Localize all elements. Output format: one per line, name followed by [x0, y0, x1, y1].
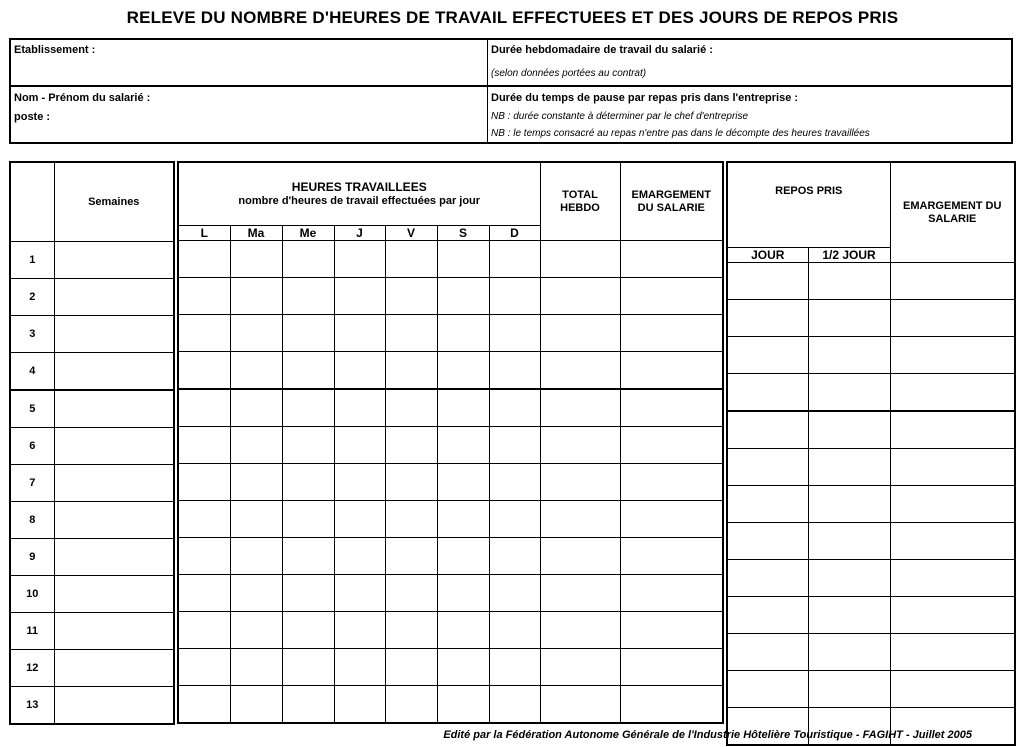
- entry-cell[interactable]: [385, 649, 437, 686]
- entry-cell[interactable]: [334, 501, 385, 538]
- emargement-header: [620, 162, 723, 241]
- entry-cell[interactable]: [540, 427, 620, 464]
- repos-header: REPOS PRIS: [727, 162, 890, 248]
- entry-cell[interactable]: [54, 613, 174, 650]
- entry-cell[interactable]: [437, 464, 489, 501]
- entry-cell[interactable]: [437, 612, 489, 649]
- week-number: 11: [10, 613, 54, 650]
- entry-cell[interactable]: [489, 278, 540, 315]
- entry-cell[interactable]: [282, 575, 334, 612]
- day-header: Ma: [230, 226, 282, 241]
- table-row: [178, 352, 723, 390]
- pause-label: Durée du temps de pause par repas pris dans l'entreprise :: [491, 92, 799, 104]
- table-row: [727, 560, 1015, 597]
- entry-cell[interactable]: [620, 278, 723, 315]
- entry-cell[interactable]: [890, 486, 1015, 523]
- entry-cell[interactable]: [178, 315, 230, 352]
- day-header: Me: [282, 226, 334, 241]
- entry-cell[interactable]: [54, 465, 174, 502]
- week-number: 9: [10, 539, 54, 576]
- etablissement-label: Etablissement :: [14, 44, 96, 56]
- entry-cell[interactable]: [620, 501, 723, 538]
- entry-cell[interactable]: [437, 427, 489, 464]
- week-number: 4: [10, 353, 54, 391]
- entry-cell[interactable]: [54, 353, 174, 391]
- semaines-header: Semaines: [54, 162, 174, 242]
- entry-cell[interactable]: [808, 634, 890, 671]
- entry-cell[interactable]: [489, 538, 540, 575]
- jour-header: JOUR: [727, 248, 808, 263]
- entry-cell[interactable]: [437, 575, 489, 612]
- entry-cell[interactable]: [282, 315, 334, 352]
- entry-cell[interactable]: [230, 501, 282, 538]
- emargement-line-1: EMARGEMENT: [631, 188, 711, 201]
- entry-cell[interactable]: [620, 352, 723, 390]
- entry-cell[interactable]: [54, 279, 174, 316]
- entry-cell[interactable]: [334, 389, 385, 427]
- table-row: [727, 597, 1015, 634]
- heures-title: HEURES TRAVAILLEES: [291, 180, 427, 194]
- entry-cell[interactable]: [385, 389, 437, 427]
- entry-cell[interactable]: [890, 411, 1015, 449]
- entry-cell[interactable]: [282, 427, 334, 464]
- table-row: [10, 687, 174, 725]
- footer-credit: Edité par la Fédération Autonome Générale de l'Industrie Hôtelière Touristique - FAGIHT - Juillet 2005: [443, 729, 972, 741]
- entry-cell[interactable]: [808, 449, 890, 486]
- day-header: D: [489, 226, 540, 241]
- entry-cell[interactable]: [620, 686, 723, 724]
- entry-cell[interactable]: [230, 352, 282, 390]
- entry-cell[interactable]: [437, 686, 489, 724]
- entry-cell[interactable]: [437, 649, 489, 686]
- week-number: 13: [10, 687, 54, 725]
- entry-cell[interactable]: [437, 352, 489, 390]
- entry-cell[interactable]: [489, 612, 540, 649]
- table-row: [178, 315, 723, 352]
- entry-cell[interactable]: [890, 300, 1015, 337]
- table-row: [10, 279, 174, 316]
- poste-label: poste :: [14, 111, 51, 123]
- entry-cell[interactable]: [230, 649, 282, 686]
- entry-cell[interactable]: [178, 241, 230, 278]
- page-title: RELEVE DU NOMBRE D'HEURES DE TRAVAIL EFFECTUEES ET DES JOURS DE REPOS PRIS: [126, 8, 899, 27]
- entry-cell[interactable]: [282, 464, 334, 501]
- entry-cell[interactable]: [334, 241, 385, 278]
- entry-cell[interactable]: [282, 538, 334, 575]
- entry-cell[interactable]: [489, 352, 540, 390]
- entry-cell[interactable]: [178, 649, 230, 686]
- entry-cell[interactable]: [489, 575, 540, 612]
- table-row: [10, 316, 174, 353]
- heures-table: [177, 161, 724, 724]
- entry-cell[interactable]: [334, 464, 385, 501]
- nb-note-1: NB : durée constante à déterminer par le chef d'entreprise: [491, 111, 749, 122]
- entry-cell[interactable]: [808, 263, 890, 300]
- entry-cell[interactable]: [489, 501, 540, 538]
- table-row: [727, 449, 1015, 486]
- entry-cell[interactable]: [54, 576, 174, 613]
- entry-cell[interactable]: [385, 427, 437, 464]
- table-row: [178, 575, 723, 612]
- entry-cell[interactable]: [890, 523, 1015, 560]
- entry-cell[interactable]: [54, 316, 174, 353]
- day-header: V: [385, 226, 437, 241]
- entry-cell[interactable]: [727, 523, 808, 560]
- table-row: [10, 242, 174, 279]
- entry-cell[interactable]: [540, 241, 620, 278]
- table-row: [10, 353, 174, 391]
- entry-cell[interactable]: [385, 501, 437, 538]
- total-line-1: TOTAL: [562, 188, 598, 201]
- entry-cell[interactable]: [727, 597, 808, 634]
- entry-cell[interactable]: [808, 337, 890, 374]
- entry-cell[interactable]: [489, 427, 540, 464]
- entry-cell[interactable]: [540, 389, 620, 427]
- table-row: [10, 390, 174, 428]
- entry-cell[interactable]: [230, 389, 282, 427]
- table-row: [178, 649, 723, 686]
- entry-cell[interactable]: [540, 612, 620, 649]
- entry-cell[interactable]: [282, 501, 334, 538]
- entry-cell[interactable]: [385, 686, 437, 724]
- entry-cell[interactable]: [230, 427, 282, 464]
- entry-cell[interactable]: [385, 241, 437, 278]
- entry-cell[interactable]: [230, 612, 282, 649]
- entry-cell[interactable]: [620, 612, 723, 649]
- entry-cell[interactable]: [620, 427, 723, 464]
- entry-cell[interactable]: [620, 649, 723, 686]
- entry-cell[interactable]: [54, 687, 174, 725]
- week-number: 12: [10, 650, 54, 687]
- entry-cell[interactable]: [230, 241, 282, 278]
- entry-cell[interactable]: [178, 427, 230, 464]
- entry-cell[interactable]: [54, 502, 174, 539]
- entry-cell[interactable]: [334, 427, 385, 464]
- entry-cell[interactable]: [385, 575, 437, 612]
- nb-note-2: NB : le temps consacré au repas n'entre pas dans le décompte des heures travaillées: [491, 128, 870, 139]
- info-box: [9, 38, 1013, 144]
- week-number: 7: [10, 465, 54, 502]
- entry-cell[interactable]: [178, 612, 230, 649]
- entry-cell[interactable]: [282, 612, 334, 649]
- entry-cell[interactable]: [727, 486, 808, 523]
- entry-cell[interactable]: [437, 315, 489, 352]
- entry-cell[interactable]: [540, 278, 620, 315]
- table-row: [10, 502, 174, 539]
- semaines-table: [9, 161, 175, 725]
- table-row: [10, 428, 174, 465]
- entry-cell[interactable]: [890, 449, 1015, 486]
- entry-cell[interactable]: [890, 634, 1015, 671]
- entry-cell[interactable]: [334, 686, 385, 724]
- entry-cell[interactable]: [385, 278, 437, 315]
- week-number: 6: [10, 428, 54, 465]
- entry-cell[interactable]: [334, 612, 385, 649]
- table-row: [178, 278, 723, 315]
- entry-cell[interactable]: [808, 597, 890, 634]
- entry-cell[interactable]: [808, 300, 890, 337]
- entry-cell[interactable]: [727, 263, 808, 300]
- table-row: [178, 501, 723, 538]
- entry-cell[interactable]: [282, 649, 334, 686]
- entry-cell[interactable]: [620, 389, 723, 427]
- entry-cell[interactable]: [437, 538, 489, 575]
- entry-cell[interactable]: [890, 337, 1015, 374]
- entry-cell[interactable]: [178, 464, 230, 501]
- entry-cell[interactable]: [178, 389, 230, 427]
- table-row: [10, 465, 174, 502]
- emargement2-header: [890, 162, 1015, 263]
- entry-cell[interactable]: [385, 315, 437, 352]
- entry-cell[interactable]: [808, 486, 890, 523]
- week-number: 5: [10, 390, 54, 428]
- entry-cell[interactable]: [282, 352, 334, 390]
- entry-cell[interactable]: [54, 539, 174, 576]
- entry-cell[interactable]: [178, 686, 230, 724]
- entry-cell[interactable]: [230, 538, 282, 575]
- entry-cell[interactable]: [385, 352, 437, 390]
- divider: [487, 40, 488, 142]
- entry-cell[interactable]: [54, 390, 174, 428]
- entry-cell[interactable]: [437, 278, 489, 315]
- entry-cell[interactable]: [727, 300, 808, 337]
- entry-cell[interactable]: [540, 538, 620, 575]
- entry-cell[interactable]: [385, 464, 437, 501]
- entry-cell[interactable]: [890, 263, 1015, 300]
- entry-cell[interactable]: [808, 523, 890, 560]
- entry-cell[interactable]: [540, 464, 620, 501]
- entry-cell[interactable]: [334, 315, 385, 352]
- entry-cell[interactable]: [808, 374, 890, 412]
- entry-cell[interactable]: [620, 464, 723, 501]
- entry-cell[interactable]: [540, 575, 620, 612]
- table-row: [727, 486, 1015, 523]
- table-row: [178, 612, 723, 649]
- total-line-2: HEBDO: [560, 201, 600, 214]
- table-row: [10, 613, 174, 650]
- entry-cell[interactable]: [620, 241, 723, 278]
- entry-cell[interactable]: [178, 278, 230, 315]
- entry-cell[interactable]: [230, 315, 282, 352]
- entry-cell[interactable]: [808, 671, 890, 708]
- emargement2-line-1: EMARGEMENT DU: [903, 199, 1002, 212]
- entry-cell[interactable]: [620, 538, 723, 575]
- entry-cell[interactable]: [230, 575, 282, 612]
- table-row: [727, 337, 1015, 374]
- entry-cell[interactable]: [489, 389, 540, 427]
- table-row: [178, 464, 723, 501]
- entry-cell[interactable]: [489, 315, 540, 352]
- entry-cell[interactable]: [727, 374, 808, 412]
- heures-subtitle: nombre d'heures de travail effectuées par jour: [238, 195, 481, 207]
- entry-cell[interactable]: [385, 612, 437, 649]
- day-header: L: [178, 226, 230, 241]
- corner-cell: [10, 162, 54, 242]
- table-row: [727, 634, 1015, 671]
- entry-cell[interactable]: [437, 501, 489, 538]
- day-header: J: [334, 226, 385, 241]
- day-header: S: [437, 226, 489, 241]
- entry-cell[interactable]: [437, 389, 489, 427]
- entry-cell[interactable]: [54, 428, 174, 465]
- entry-cell[interactable]: [808, 560, 890, 597]
- entry-cell[interactable]: [540, 501, 620, 538]
- nom-label: Nom - Prénom du salarié :: [14, 92, 151, 104]
- divider: [11, 85, 1011, 87]
- entry-cell[interactable]: [540, 315, 620, 352]
- table-row: [178, 686, 723, 724]
- week-number: 10: [10, 576, 54, 613]
- table-row: [727, 300, 1015, 337]
- entry-cell[interactable]: [540, 649, 620, 686]
- repos-table: [726, 161, 1016, 746]
- heures-header: [178, 162, 540, 226]
- week-number: 2: [10, 279, 54, 316]
- table-row: [10, 539, 174, 576]
- entry-cell[interactable]: [890, 374, 1015, 412]
- entry-cell[interactable]: [489, 241, 540, 278]
- entry-cell[interactable]: [540, 352, 620, 390]
- entry-cell[interactable]: [230, 686, 282, 724]
- table-row: [727, 671, 1015, 708]
- entry-cell[interactable]: [540, 686, 620, 724]
- entry-cell[interactable]: [282, 686, 334, 724]
- entry-cell[interactable]: [727, 411, 808, 449]
- table-row: [727, 411, 1015, 449]
- entry-cell[interactable]: [890, 560, 1015, 597]
- table-row: [727, 374, 1015, 412]
- entry-cell[interactable]: [620, 315, 723, 352]
- entry-cell[interactable]: [727, 337, 808, 374]
- entry-cell[interactable]: [334, 352, 385, 390]
- entry-cell[interactable]: [489, 649, 540, 686]
- entry-cell[interactable]: [727, 449, 808, 486]
- entry-cell[interactable]: [230, 464, 282, 501]
- entry-cell[interactable]: [620, 575, 723, 612]
- entry-cell[interactable]: [385, 538, 437, 575]
- emargement2-line-2: SALARIE: [928, 212, 977, 225]
- table-row: [178, 427, 723, 464]
- total-header: [540, 162, 620, 241]
- entry-cell[interactable]: [282, 389, 334, 427]
- demi-jour-header: 1/2 JOUR: [808, 248, 890, 263]
- duree-hebdo-label: Durée hebdomadaire de travail du salarié :: [491, 44, 713, 56]
- week-number: 1: [10, 242, 54, 279]
- duree-hebdo-note: (selon données portées au contrat): [491, 68, 647, 79]
- entry-cell[interactable]: [54, 650, 174, 687]
- entry-cell[interactable]: [890, 671, 1015, 708]
- table-row: [727, 263, 1015, 300]
- table-row: [178, 389, 723, 427]
- table-row: [178, 538, 723, 575]
- entry-cell[interactable]: [727, 634, 808, 671]
- table-row: [10, 576, 174, 613]
- entry-cell[interactable]: [282, 241, 334, 278]
- entry-cell[interactable]: [334, 649, 385, 686]
- entry-cell[interactable]: [727, 560, 808, 597]
- week-number: 8: [10, 502, 54, 539]
- table-row: [10, 650, 174, 687]
- entry-cell[interactable]: [178, 538, 230, 575]
- emargement-line-2: DU SALARIE: [637, 201, 705, 214]
- entry-cell[interactable]: [808, 411, 890, 449]
- entry-cell[interactable]: [178, 575, 230, 612]
- table-row: [727, 523, 1015, 560]
- entry-cell[interactable]: [178, 352, 230, 390]
- entry-cell[interactable]: [727, 671, 808, 708]
- entry-cell[interactable]: [334, 278, 385, 315]
- entry-cell[interactable]: [54, 242, 174, 279]
- entry-cell[interactable]: [334, 538, 385, 575]
- entry-cell[interactable]: [437, 241, 489, 278]
- entry-cell[interactable]: [489, 686, 540, 724]
- entry-cell[interactable]: [230, 278, 282, 315]
- table-row: [178, 241, 723, 278]
- entry-cell[interactable]: [489, 464, 540, 501]
- entry-cell[interactable]: [282, 278, 334, 315]
- week-number: 3: [10, 316, 54, 353]
- entry-cell[interactable]: [890, 597, 1015, 634]
- entry-cell[interactable]: [334, 575, 385, 612]
- entry-cell[interactable]: [178, 501, 230, 538]
